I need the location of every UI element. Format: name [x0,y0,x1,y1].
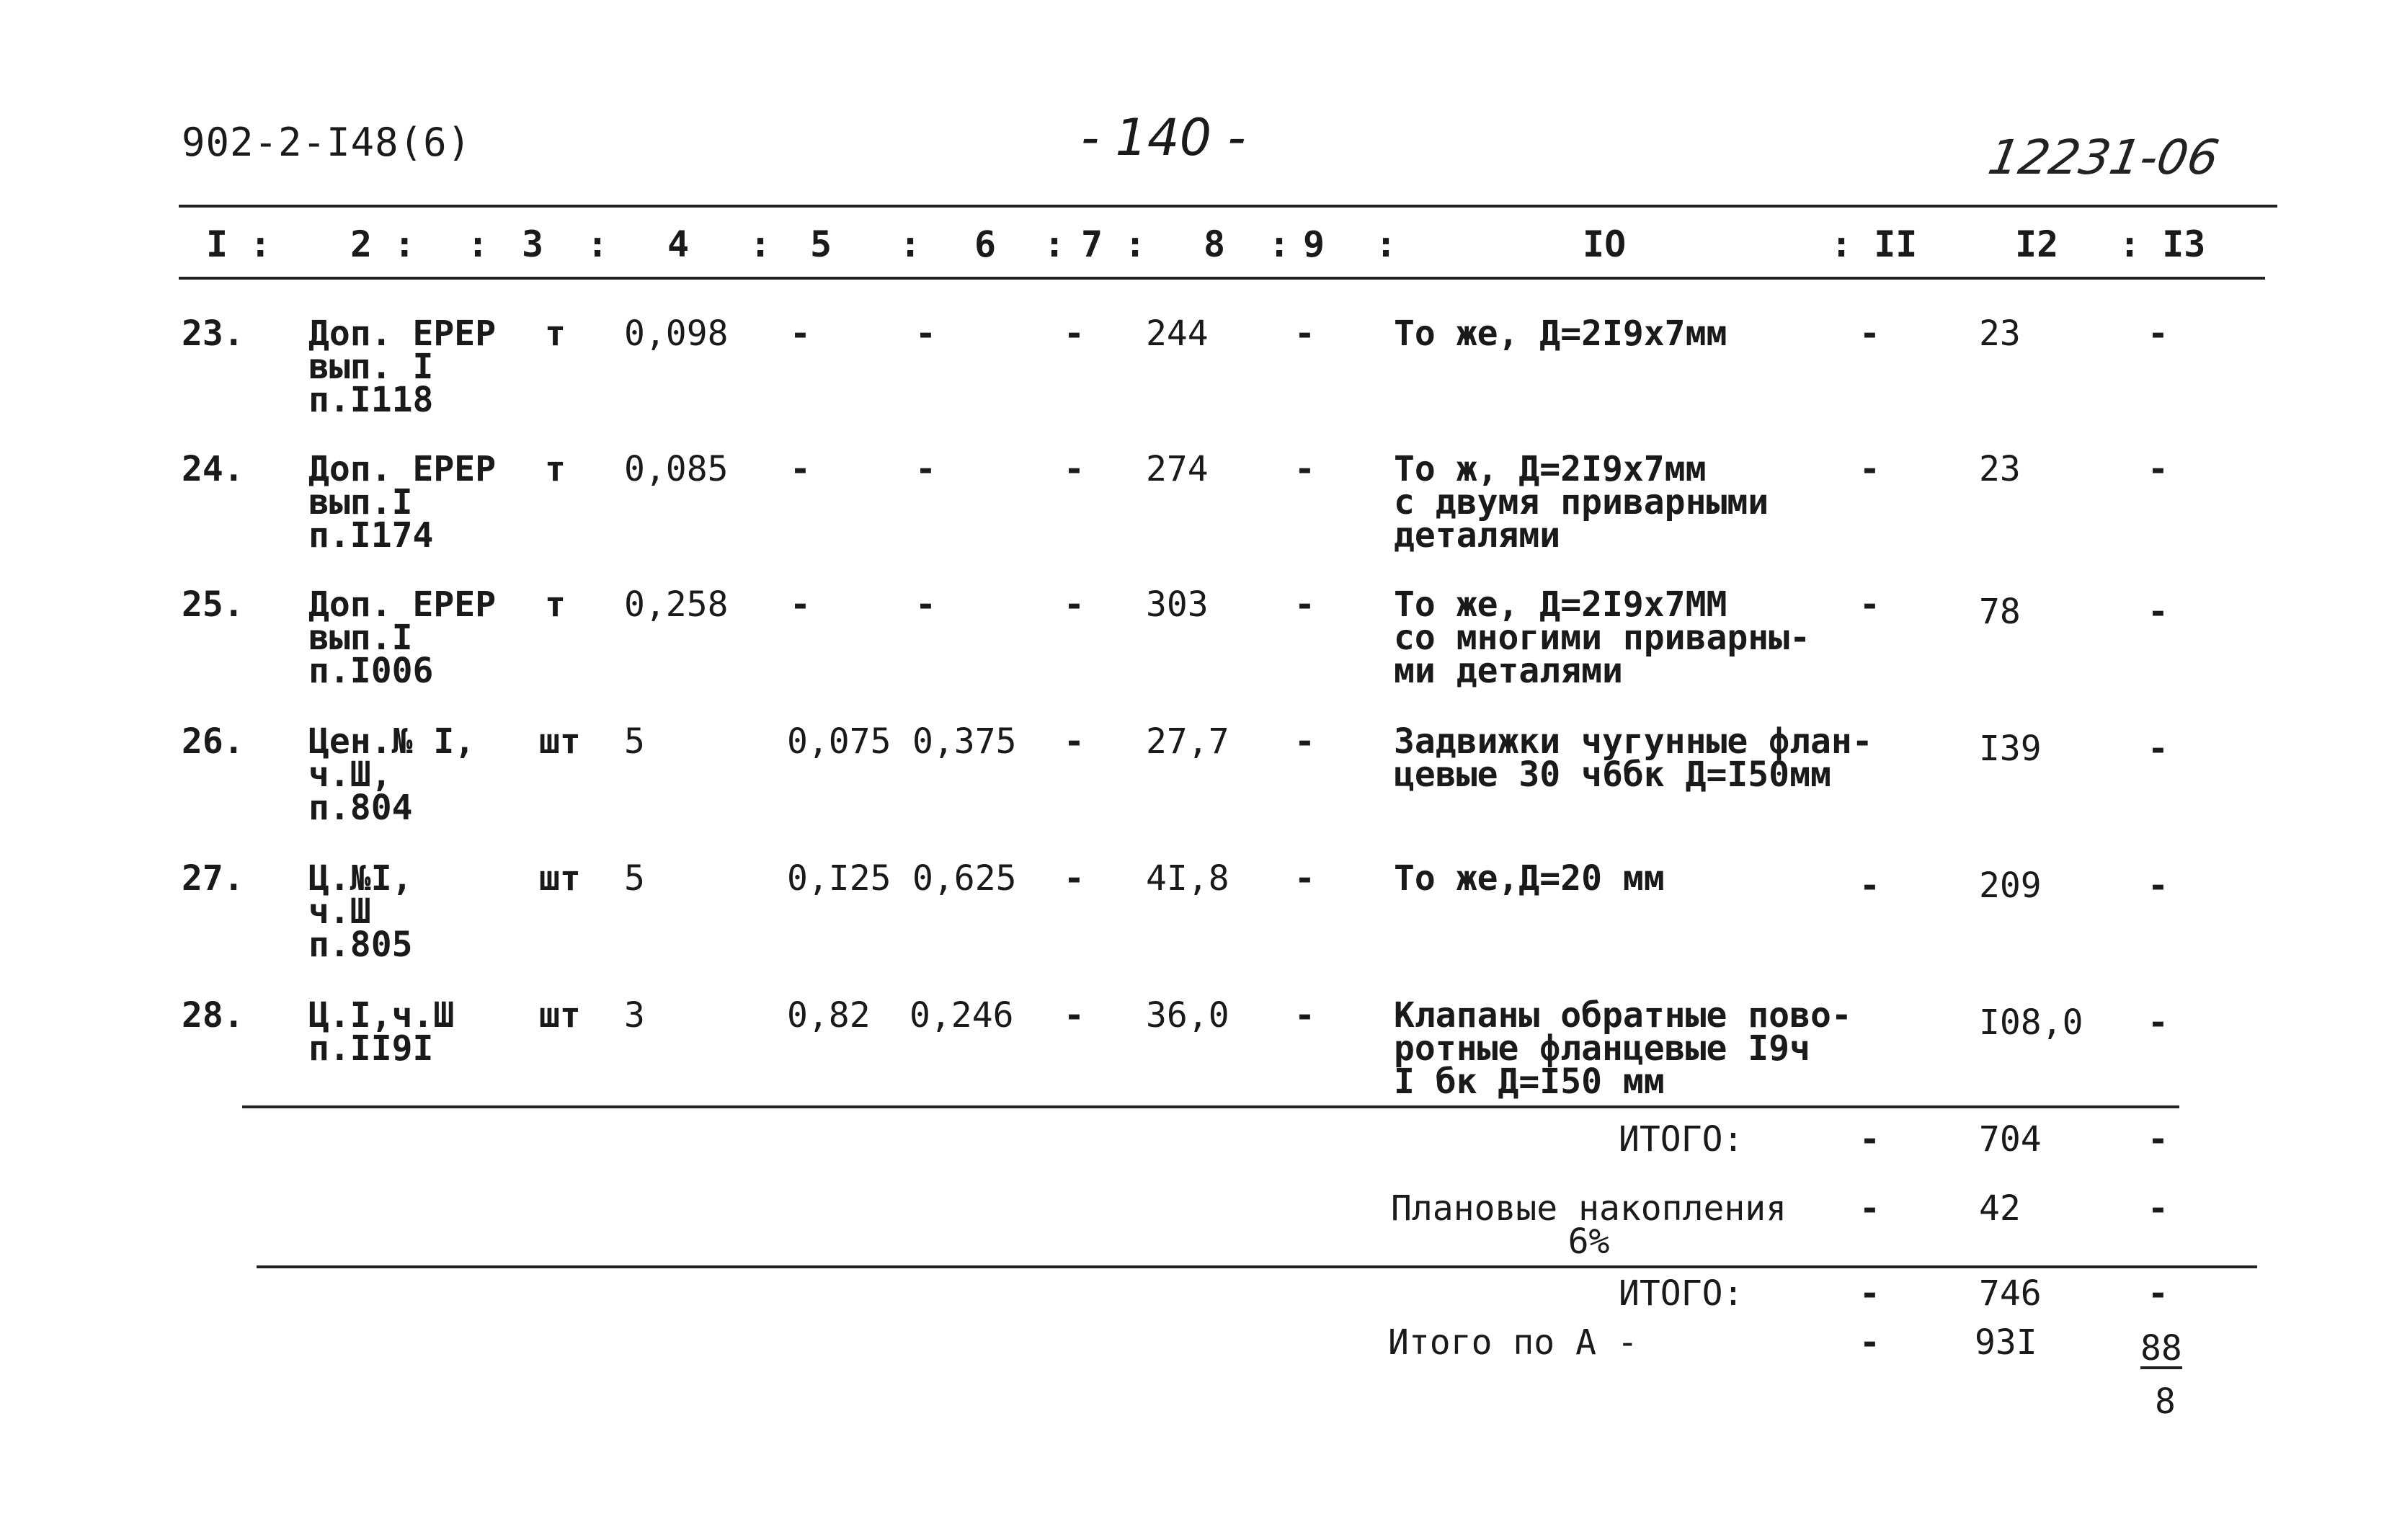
row-col8: 36,0 [1146,995,1229,1036]
row-col11: - [1859,313,1880,354]
row-col12: 23 [1979,313,2021,354]
plan-col12: 42 [1979,1188,2021,1229]
row-col5: - [790,584,811,625]
col-2-header: 2 : [350,223,416,265]
row-qty: 3 [624,995,645,1036]
row-col9: - [1294,858,1315,899]
row-unit: шт [539,858,581,899]
col-4-header: 4 [667,223,690,265]
row-col5: - [790,313,811,354]
row-col8: 4I,8 [1146,858,1229,899]
col-11-header: : II [1831,223,1918,265]
col-7-sep: : [1124,223,1147,265]
row-col6: 0,625 [912,858,1017,899]
row-col11: - [1859,584,1880,625]
row-description: То же,Д=20 мм [1394,858,1665,899]
col-5-sep: : [899,223,922,265]
row-col13: - [2148,449,2169,489]
row-number: 24. [182,449,244,489]
row-qty: 5 [624,858,645,899]
row-description: Задвижки чугунные флан- цевые 30 ч6бк Д=I50мм [1394,721,1873,795]
itogo-a-col11: - [1859,1322,1880,1363]
row-qty: 0,085 [624,449,729,489]
row-col5: 0,82 [787,995,871,1036]
row-qty: 5 [624,721,645,762]
row-col13: - [2148,313,2169,354]
row-qty: 0,098 [624,313,729,354]
row-unit: шт [539,721,581,762]
itogo2-label: ИТОГО: [1619,1273,1744,1314]
col-7-header: 7 [1081,223,1103,265]
row-col6: - [915,449,936,489]
row-col9: - [1294,313,1315,354]
row-col7: - [1064,995,1085,1036]
row-unit: т [545,449,566,489]
itogo-a-col13-denominator: 8 [2155,1381,2176,1422]
row-number: 27. [182,858,244,899]
row-number: 23. [182,313,244,354]
row-col5: 0,075 [787,721,891,762]
col-2-sep: : [467,223,489,265]
row-basis: Цен.№ I, ч.Ш, п.804 [308,721,476,828]
row-col6: 0,246 [909,995,1014,1036]
row-col5: - [790,449,811,489]
row-qty: 0,258 [624,584,729,625]
row-col5: 0,I25 [787,858,891,899]
itogo-a-col12: 93I [1975,1322,2037,1363]
row-col11: - [1859,449,1880,489]
col-5-header: 5 [810,223,832,265]
row-col13: - [2148,1002,2169,1043]
row-col13: - [2148,592,2169,632]
row-unit: т [545,584,566,625]
row-number: 26. [182,721,244,762]
row-col8: 303 [1146,584,1209,625]
row-basis: Доп. ЕРЕР вып.I п.I174 [308,449,497,556]
itogo-a-label: Итого по А - [1388,1322,1638,1363]
col-13-header: : I3 [2119,223,2206,265]
row-col12: 78 [1979,592,2021,632]
row-col6: - [915,313,936,354]
row-description: То ж, Д=2I9х7мм с двумя приварными деталями [1394,449,1769,556]
sheet-number: 12231-06 [1984,130,2223,185]
col-3-header: 3 [522,223,544,265]
row-basis: Ц.I,ч.Ш п.II9I [308,995,455,1069]
page-number: - 140 - [1081,108,1246,167]
row-col9: - [1294,449,1315,489]
row-unit: т [545,313,566,354]
col-9-header: 9 [1303,223,1325,265]
row-basis: Доп. ЕРЕР вып. I п.I118 [308,313,497,420]
row-col12: 23 [1979,449,2021,489]
row-basis: Доп. ЕРЕР вып.I п.I006 [308,584,497,691]
plan-col13: - [2148,1188,2169,1229]
row-col8: 244 [1146,313,1209,354]
row-unit: шт [539,995,581,1036]
row-col9: - [1294,721,1315,762]
row-description: То же, Д=2I9х7мм [1394,313,1727,354]
row-col9: - [1294,584,1315,625]
row-number: 28. [182,995,244,1036]
col-6-header: 6 [974,223,997,265]
totals-rule-1 [242,1105,2179,1108]
row-col12: 209 [1979,865,2042,906]
col-10-header: IO [1583,223,1627,265]
row-col7: - [1064,584,1085,625]
top-rule [179,205,2277,208]
col-6-sep: : [1044,223,1066,265]
row-col13: - [2148,865,2169,906]
col-4-sep: : [750,223,772,265]
row-col13: - [2148,729,2169,769]
row-col7: - [1064,449,1085,489]
row-col11: - [1859,865,1880,906]
itogo-col12: 704 [1979,1119,2042,1160]
col-8-sep: : [1268,223,1291,265]
itogo2-col11: - [1859,1273,1880,1314]
itogo2-col13: - [2148,1273,2169,1314]
row-col12: I08,0 [1979,1002,2083,1043]
itogo-a-col13-numerator: 88 [2140,1328,2182,1368]
itogo-label: ИТОГО: [1619,1119,1744,1160]
row-col6: - [915,584,936,625]
row-description: То же, Д=2I9х7ММ со многими приварны- ми деталями [1394,584,1810,691]
row-col8: 274 [1146,449,1209,489]
header-bottom-rule [179,277,2265,280]
row-col7: - [1064,313,1085,354]
itogo-col11: - [1859,1119,1880,1160]
row-col8: 27,7 [1146,721,1229,762]
col-3-sep: : [587,223,609,265]
row-basis: Ц.№I, ч.Ш п.805 [308,858,413,965]
row-col7: - [1064,721,1085,762]
row-description: Клапаны обратные пово- ротные фланцевые I9ч I бк Д=I50 мм [1394,995,1852,1102]
itogo2-col12: 746 [1979,1273,2042,1314]
col-12-header: I2 [2015,223,2059,265]
col-8-header: 8 [1204,223,1226,265]
plan-label: Плановые накопления 6% [1391,1188,1787,1262]
document-code: 902-2-I48(6) [182,120,472,165]
row-number: 25. [182,584,244,625]
plan-col11: - [1859,1188,1880,1229]
row-col9: - [1294,995,1315,1036]
col-1-header: I : [206,223,272,265]
row-col6: 0,375 [912,721,1017,762]
col-9-sep: : [1375,223,1397,265]
row-col12: I39 [1979,729,2042,769]
totals-rule-2 [257,1265,2257,1268]
itogo-col13: - [2148,1119,2169,1160]
row-col7: - [1064,858,1085,899]
